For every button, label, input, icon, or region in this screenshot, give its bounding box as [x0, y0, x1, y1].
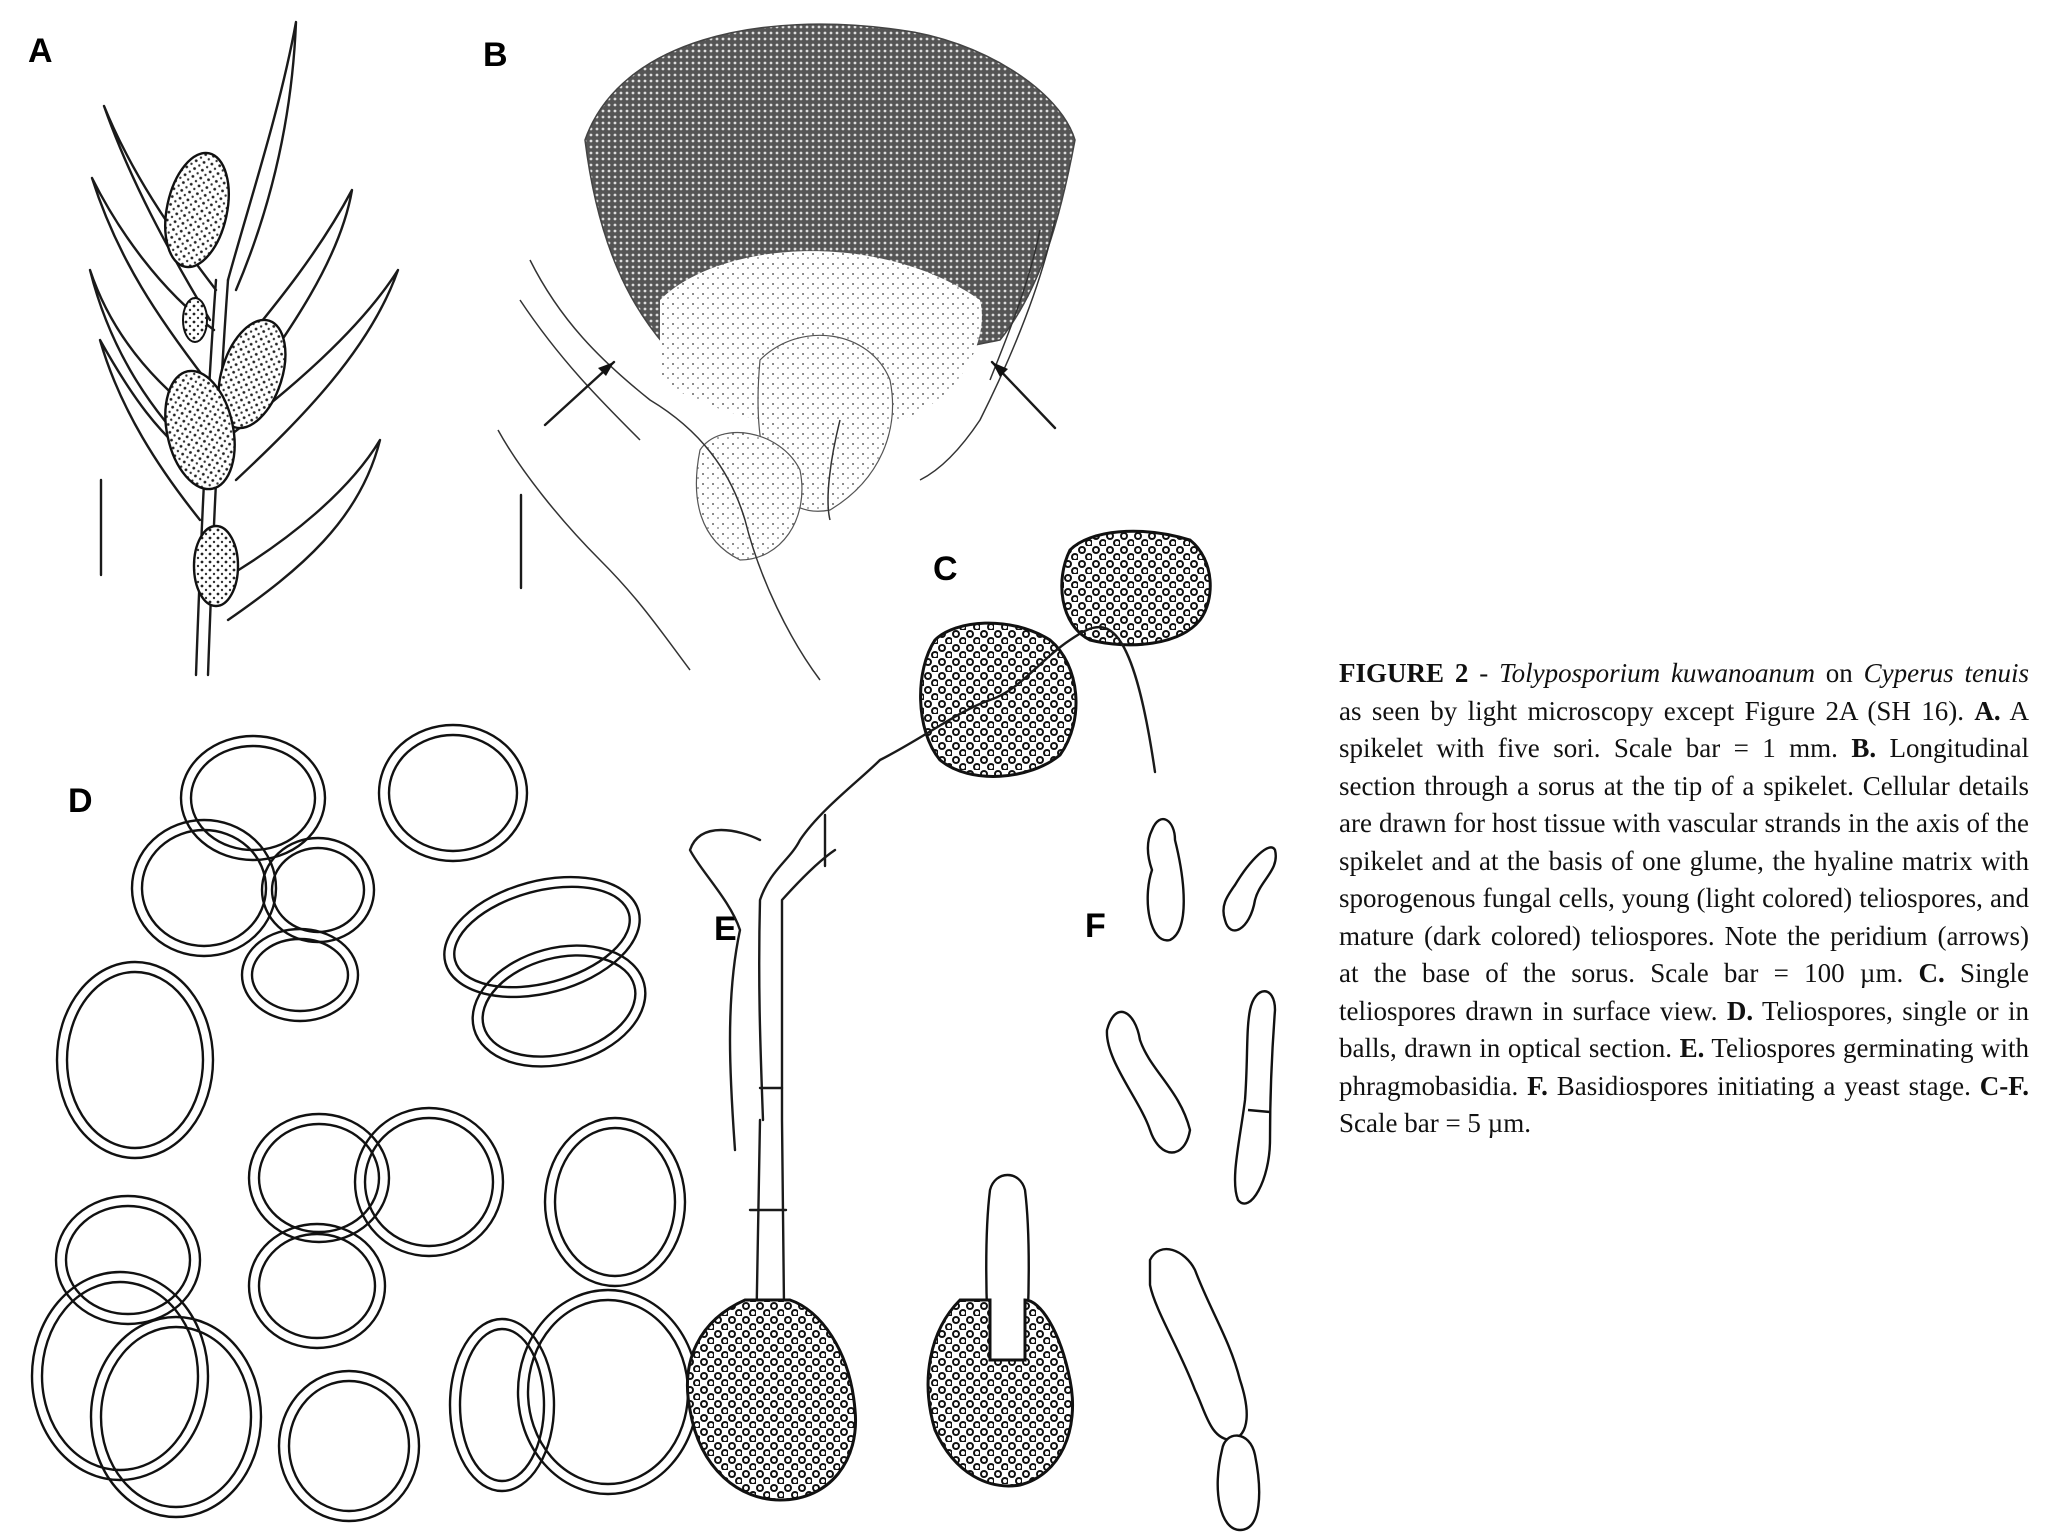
caption-on: on — [1814, 658, 1864, 688]
panel-label-c: C — [933, 550, 958, 588]
panel-d-teliospores-optical — [32, 725, 698, 1521]
caption-d-label: D. — [1726, 995, 1754, 1026]
panel-label-f: F — [1085, 907, 1106, 945]
caption-e-label: E. — [1679, 1033, 1705, 1063]
caption-b-text: Longitudinal section through a sorus at the tip of a spikelet. Cellular details are drawn for host tissue with vascular strands in the axis of the spikelet and at the basis of one glume, the hyaline matrix with sporogenous fungal cells, young (light colored) teliospores, and mature (dark colored) teliospores. Note the peridium (arrows) at the base of the sorus. Scale bar = 100 µm. — [1339, 733, 2030, 988]
host-name: Cyperus tenuis — [1863, 658, 2029, 688]
panel-e-germinating-teliospores — [687, 627, 1155, 1500]
species-name: Tolyposporium kuwanoanum — [1499, 658, 1815, 688]
caption-f-text: Basidiospores initiating a yeast stage. — [1547, 1070, 1980, 1101]
panel-label-e: E — [714, 910, 737, 948]
caption-a-text: A spikelet with five sori. Scale bar = 1 mm. — [1339, 695, 2029, 763]
panel-b-sorus-section — [498, 24, 1075, 680]
panel-label-b: B — [483, 36, 508, 74]
caption-intro: as seen by light microscopy except Figure 2A (SH 16). — [1339, 695, 1975, 726]
figure-label: FIGURE 2 — [1339, 658, 1469, 688]
caption-a-label: A. — [1974, 695, 2001, 726]
panel-label-a: A — [28, 32, 53, 70]
panel-label-d: D — [68, 782, 93, 820]
caption-separator: - — [1468, 658, 1500, 688]
caption-c-text: Single teliospores drawn in surface view. — [1339, 958, 2029, 1026]
caption-cf-text: Scale bar = 5 µm. — [1339, 1108, 1531, 1138]
panel-a-spikelet-drawing — [90, 22, 398, 675]
panel-c-teliospores-surface — [825, 531, 1210, 866]
caption-c-label: C. — [1918, 958, 1945, 988]
caption-d-text: Teliospores, single or in balls, drawn in optical section. — [1339, 995, 2029, 1063]
caption-b-label: B. — [1851, 733, 1877, 763]
caption-f-label: F. — [1527, 1070, 1548, 1101]
figure-caption — [1339, 655, 2029, 1143]
caption-cf-label: C-F. — [1979, 1070, 2029, 1101]
caption-e-text: Teliospores germinating with phragmobasidia. — [1339, 1033, 2029, 1101]
panel-f-basidiospores — [1107, 819, 1276, 1530]
